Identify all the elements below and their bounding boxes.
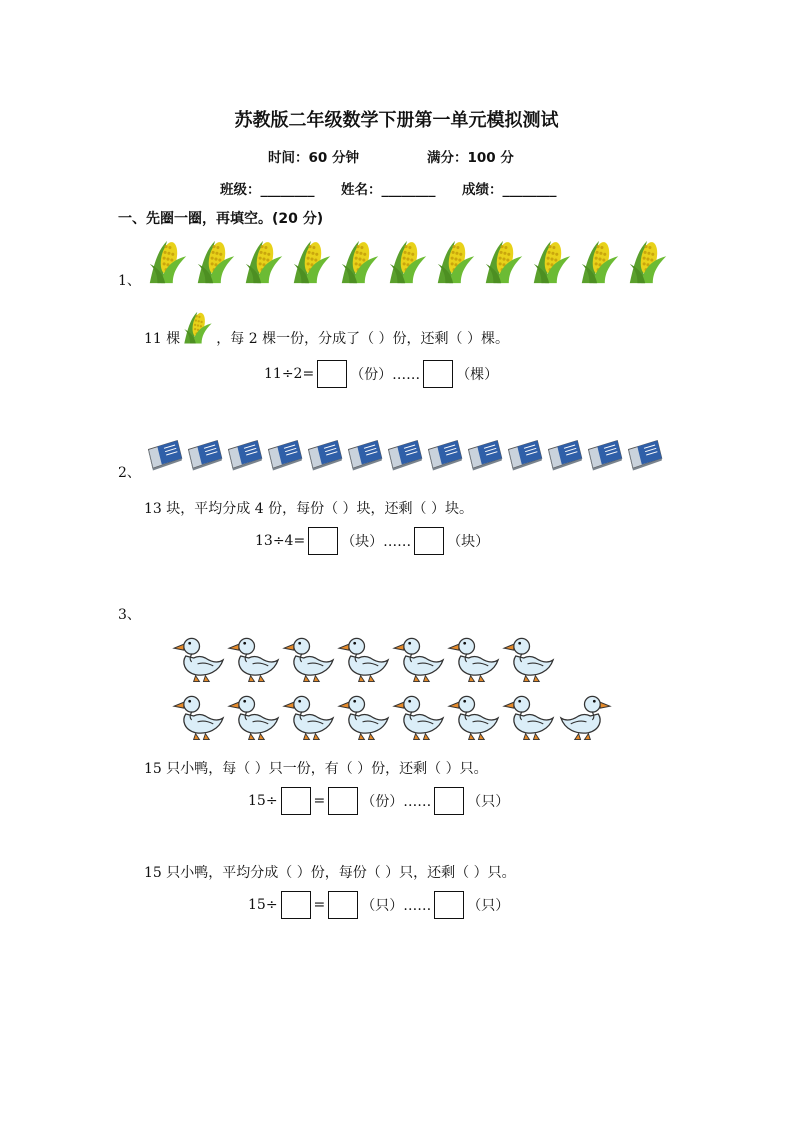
equation-unit-1: （只）…… [361, 898, 432, 914]
duck-icon [227, 690, 282, 742]
equation-left: 15÷ [248, 897, 278, 913]
duck-icon [337, 632, 392, 684]
equation-unit-2: （块） [447, 534, 490, 550]
eraser-icon [424, 438, 464, 472]
equation-left: 11÷2= [264, 366, 315, 382]
answer-box-quotient[interactable] [328, 891, 358, 919]
question-3b-text: 15 只小鸭，平均分成（ ）份，每份（ ）只，还剩（ ）只。 [144, 865, 516, 881]
corn-icon [480, 236, 528, 286]
eraser-icon [624, 438, 664, 472]
question-1-prefix: 11 棵 [144, 331, 181, 347]
question-1-text [144, 328, 509, 348]
duck-icon [557, 690, 612, 742]
score-field: 成绩：________ [462, 182, 557, 198]
eraser-icon [184, 438, 224, 472]
answer-box-quotient[interactable] [308, 527, 338, 555]
question-3a-text: 15 只小鸭，每（ ）只一份，有（ ）份，还剩（ ）只。 [144, 761, 488, 777]
equation-left: 15÷ [248, 793, 278, 809]
question-3-number: 3、 [118, 607, 141, 623]
corn-row [144, 236, 672, 286]
section-1-heading: 一、先圈一圈，再填空。(20 分) [118, 211, 324, 227]
duck-icon [282, 632, 337, 684]
corn-icon [240, 236, 288, 286]
eraser-icon [304, 438, 344, 472]
corn-icon [144, 236, 192, 286]
page-title: 苏教版二年级数学下册第一单元模拟测试 [234, 110, 559, 131]
question-1-number: 1、 [118, 273, 141, 289]
question-1-suffix: ，每 2 棵一份，分成了（ ）份，还剩（ ）棵。 [216, 331, 509, 347]
answer-box-divisor[interactable] [281, 891, 311, 919]
duck-icon [172, 690, 227, 742]
duck-icon [392, 632, 447, 684]
corn-icon [528, 236, 576, 286]
eraser-icon [464, 438, 504, 472]
equation-equals: = [313, 793, 326, 809]
corn-icon [576, 236, 624, 286]
question-2-number: 2、 [118, 465, 141, 481]
duck-icon [447, 690, 502, 742]
eraser-icon [224, 438, 264, 472]
corn-icon [288, 236, 336, 286]
answer-box-remainder[interactable] [414, 527, 444, 555]
duck-icon [502, 632, 557, 684]
eraser-icon [264, 438, 304, 472]
corn-icon [624, 236, 672, 286]
equation-unit-2: （棵） [456, 367, 499, 383]
equation-unit-1: （份）…… [350, 367, 421, 383]
equation-unit-1: （份）…… [361, 794, 432, 810]
eraser-icon [384, 438, 424, 472]
eraser-icon [584, 438, 624, 472]
eraser-icon [144, 438, 184, 472]
corn-icon [432, 236, 480, 286]
duck-icon [227, 632, 282, 684]
class-field: 班级：________ [220, 182, 315, 198]
equation-unit-1: （块）…… [341, 534, 412, 550]
eraser-row [144, 438, 664, 472]
duck-icon [282, 690, 337, 742]
question-3a-equation [248, 787, 509, 815]
answer-box-remainder[interactable] [434, 787, 464, 815]
corn-icon [192, 236, 240, 286]
equation-unit-2: （只） [467, 898, 510, 914]
answer-box-quotient[interactable] [317, 360, 347, 388]
name-field: 姓名：________ [341, 182, 436, 198]
exam-time: 时间：60 分钟 [268, 150, 359, 166]
answer-box-remainder[interactable] [423, 360, 453, 388]
duck-icon [447, 632, 502, 684]
eraser-icon [544, 438, 584, 472]
equation-equals: = [313, 897, 326, 913]
duck-icon [337, 690, 392, 742]
answer-box-remainder[interactable] [434, 891, 464, 919]
answer-box-quotient[interactable] [328, 787, 358, 815]
duck-icon [502, 690, 557, 742]
eraser-icon [344, 438, 384, 472]
duck-icon [392, 690, 447, 742]
eraser-icon [504, 438, 544, 472]
corn-icon [336, 236, 384, 286]
answer-box-divisor[interactable] [281, 787, 311, 815]
corn-icon [384, 236, 432, 286]
equation-unit-2: （只） [467, 794, 510, 810]
question-2-equation [255, 527, 489, 555]
question-2-text: 13 块，平均分成 4 份，每份（ ）块，还剩（ ）块。 [144, 501, 473, 517]
duck-icon [172, 632, 227, 684]
duck-row-1 [172, 632, 557, 684]
question-3b-equation [248, 891, 509, 919]
duck-row-2 [172, 690, 612, 742]
question-1-equation [264, 360, 498, 388]
corn-icon [180, 307, 216, 347]
exam-full-score: 满分：100 分 [427, 150, 514, 166]
equation-left: 13÷4= [255, 533, 306, 549]
